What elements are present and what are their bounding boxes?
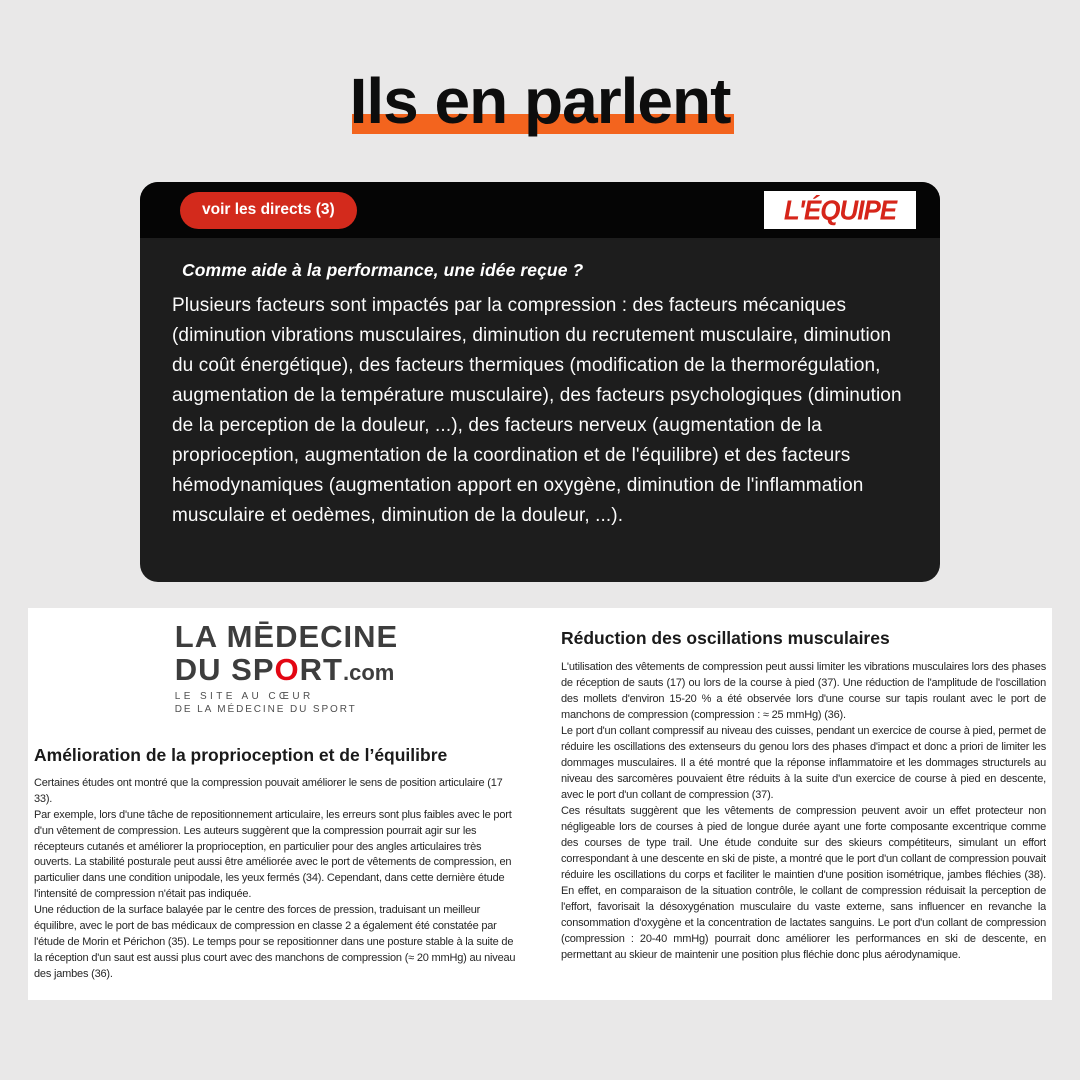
logo-line-2 [175, 653, 398, 686]
article-right-column [561, 616, 1046, 1000]
right-text-paragraph: L'utilisation des vêtements de compression peut aussi limiter les vibrations musculaires lors des phases de réception de sauts (17) ou lors de la course à pied (37). Une réduction de l'amplitude de l'oscillation des mollets d'environ 15-20 % a été observée lors d'une course sur tapis roulant avec le port de manchons de compression (compression : ≈ 25 mmHg) (36). [561, 661, 1046, 721]
left-text-line: des jambes (36). [34, 967, 113, 980]
lequipe-logo-text: L'ÉQUIPE [783, 193, 897, 226]
left-text-line: l'intensité de compression n'était pas indiquée. [34, 888, 252, 901]
article-panel [28, 608, 1052, 1000]
title-section [0, 66, 1080, 136]
left-text-line: Certaines études ont montré que la compression pouvait améliorer le sens de position articulaire (17 [34, 776, 503, 789]
left-article-text [34, 776, 539, 983]
right-text-paragraph: Ces résultats suggèrent que les vêtements de compression peuvent avoir un effet protecteur non négligeable lors de courses à pied de longue durée ayant une forte composante excentrique comme des courses de type trail. Une étude conduite sur des skieurs compétiteurs, simulant un effort correspondant à une descente en ski de piste, a montré que le port d'un collant de compression pouvait réduire les oscillations du corps et faciliter le maintien d'une position isométrique, jambes fléchies (38). En effet, en comparaison de la situation contrôle, le collant de compression réduisait la perception de l'effort, favorisait la désoxygénation musculaire du vaste externe, sans influencer en revanche la consommation d'oxygène et la concentration de lactates sanguins. Le port d'un collant de compression (compression : 20-40 mmHg) pourrait donc améliorer les performances en ski de descente, en permettant au skieur de maintenir une position plus fléchie donc plus aérodynamique. [561, 805, 1046, 961]
logo-line-1: LA MĒDECINE [174, 619, 399, 654]
lequipe-card-header [140, 182, 940, 238]
lequipe-card [140, 182, 940, 582]
lequipe-logo[interactable] [764, 191, 916, 229]
left-text-line: la réception d'un saut est aussi plus court avec des manchons de compression (≈ 20 mmHg) au niveau [34, 951, 516, 964]
article-left-column [34, 616, 539, 1000]
medecine-du-sport-logo [175, 620, 398, 715]
page-title [350, 66, 731, 136]
left-text-line: ouverts. La stabilité posturale peut aussi être améliorée avec le port de vêtements de compression, en [34, 856, 512, 869]
card-paragraph: Plusieurs facteurs sont impactés par la compression : des facteurs mécaniques (diminution vibrations musculaires, diminution du recrutement musculaire, diminution du coût énergétique), des facteurs thermiques (modification de la thermorégulation, augmentation de la température musculaire), des facteurs psychologiques (diminution de la perception de la douleur, ...), des facteurs nerveux (augmentation de la proprioception, augmentation de la coordination et de l'équilibre) et des facteurs hémodynamiques (augmentation apport en oxygène, diminution de l'inflammation musculaire et oedèmes, diminution de la douleur, ...). [172, 295, 902, 526]
right-article-text [561, 659, 1046, 963]
left-text-line: Par exemple, lors d'une tâche de repositionnement articulaire, les erreurs sont plus faibles avec le port [34, 808, 512, 821]
left-text-line: équilibre, avec le port de bas médicaux de compression en classe 2 a également été constatée par [34, 920, 497, 933]
left-text-line: 33). [34, 792, 53, 805]
lequipe-card-body [140, 238, 940, 531]
left-text-line: particulier dans une condition unipodale, les yeux fermés (34). Cependant, dans cette dernière étude [34, 872, 505, 885]
card-question: Comme aide à la performance, une idée reçue ? [182, 260, 584, 280]
logo-tagline-1: LE SITE AU CŒUR [174, 690, 314, 702]
left-article-heading: Amélioration de la proprioception et de l’équilibre [34, 744, 448, 765]
left-text-line: récepteurs cutanés et améliorer la proprioception, en particulier pour des angles articulaires très [34, 840, 482, 853]
logo-line2-post: RT [299, 652, 343, 688]
view-directs-button[interactable]: voir les directs (3) [180, 192, 357, 229]
left-text-line: l'étude de Morin et Périchon (35). Le temps pour se repositionner dans une posture stable à la suite de [34, 936, 514, 948]
left-text-line: d'un vêtement de compression. Les auteurs suggèrent que la compression pourrait agir sur les [34, 824, 477, 837]
page-title-text: Ils en parlent [349, 65, 731, 137]
logo-dotcom: .com [342, 660, 395, 686]
right-text-paragraph: Le port d'un collant compressif au niveau des cuisses, pendant un exercice de course à pied, permet de réduire les oscillations des extenseurs du genou lors des phases d'impact et donc a priori de limiter les dommages musculaires. Il a été montré que la réponse inflammatoire et les dommages structurels au niveau des sarcomères pouvaient être réduits à la suite d'un exercice de course à pied en descente, avec le port d'un collant de compression (37). [561, 725, 1046, 801]
logo-red-o: O [274, 652, 300, 688]
left-text-line: Une réduction de la surface balayée par le centre des forces de pression, traduisant un meilleur [34, 904, 481, 917]
logo-tagline-2: DE LA MÉDECINE DU SPORT [174, 703, 357, 715]
logo-line2-pre: DU SP [174, 652, 275, 688]
right-article-heading: Réduction des oscillations musculaires [561, 628, 890, 648]
